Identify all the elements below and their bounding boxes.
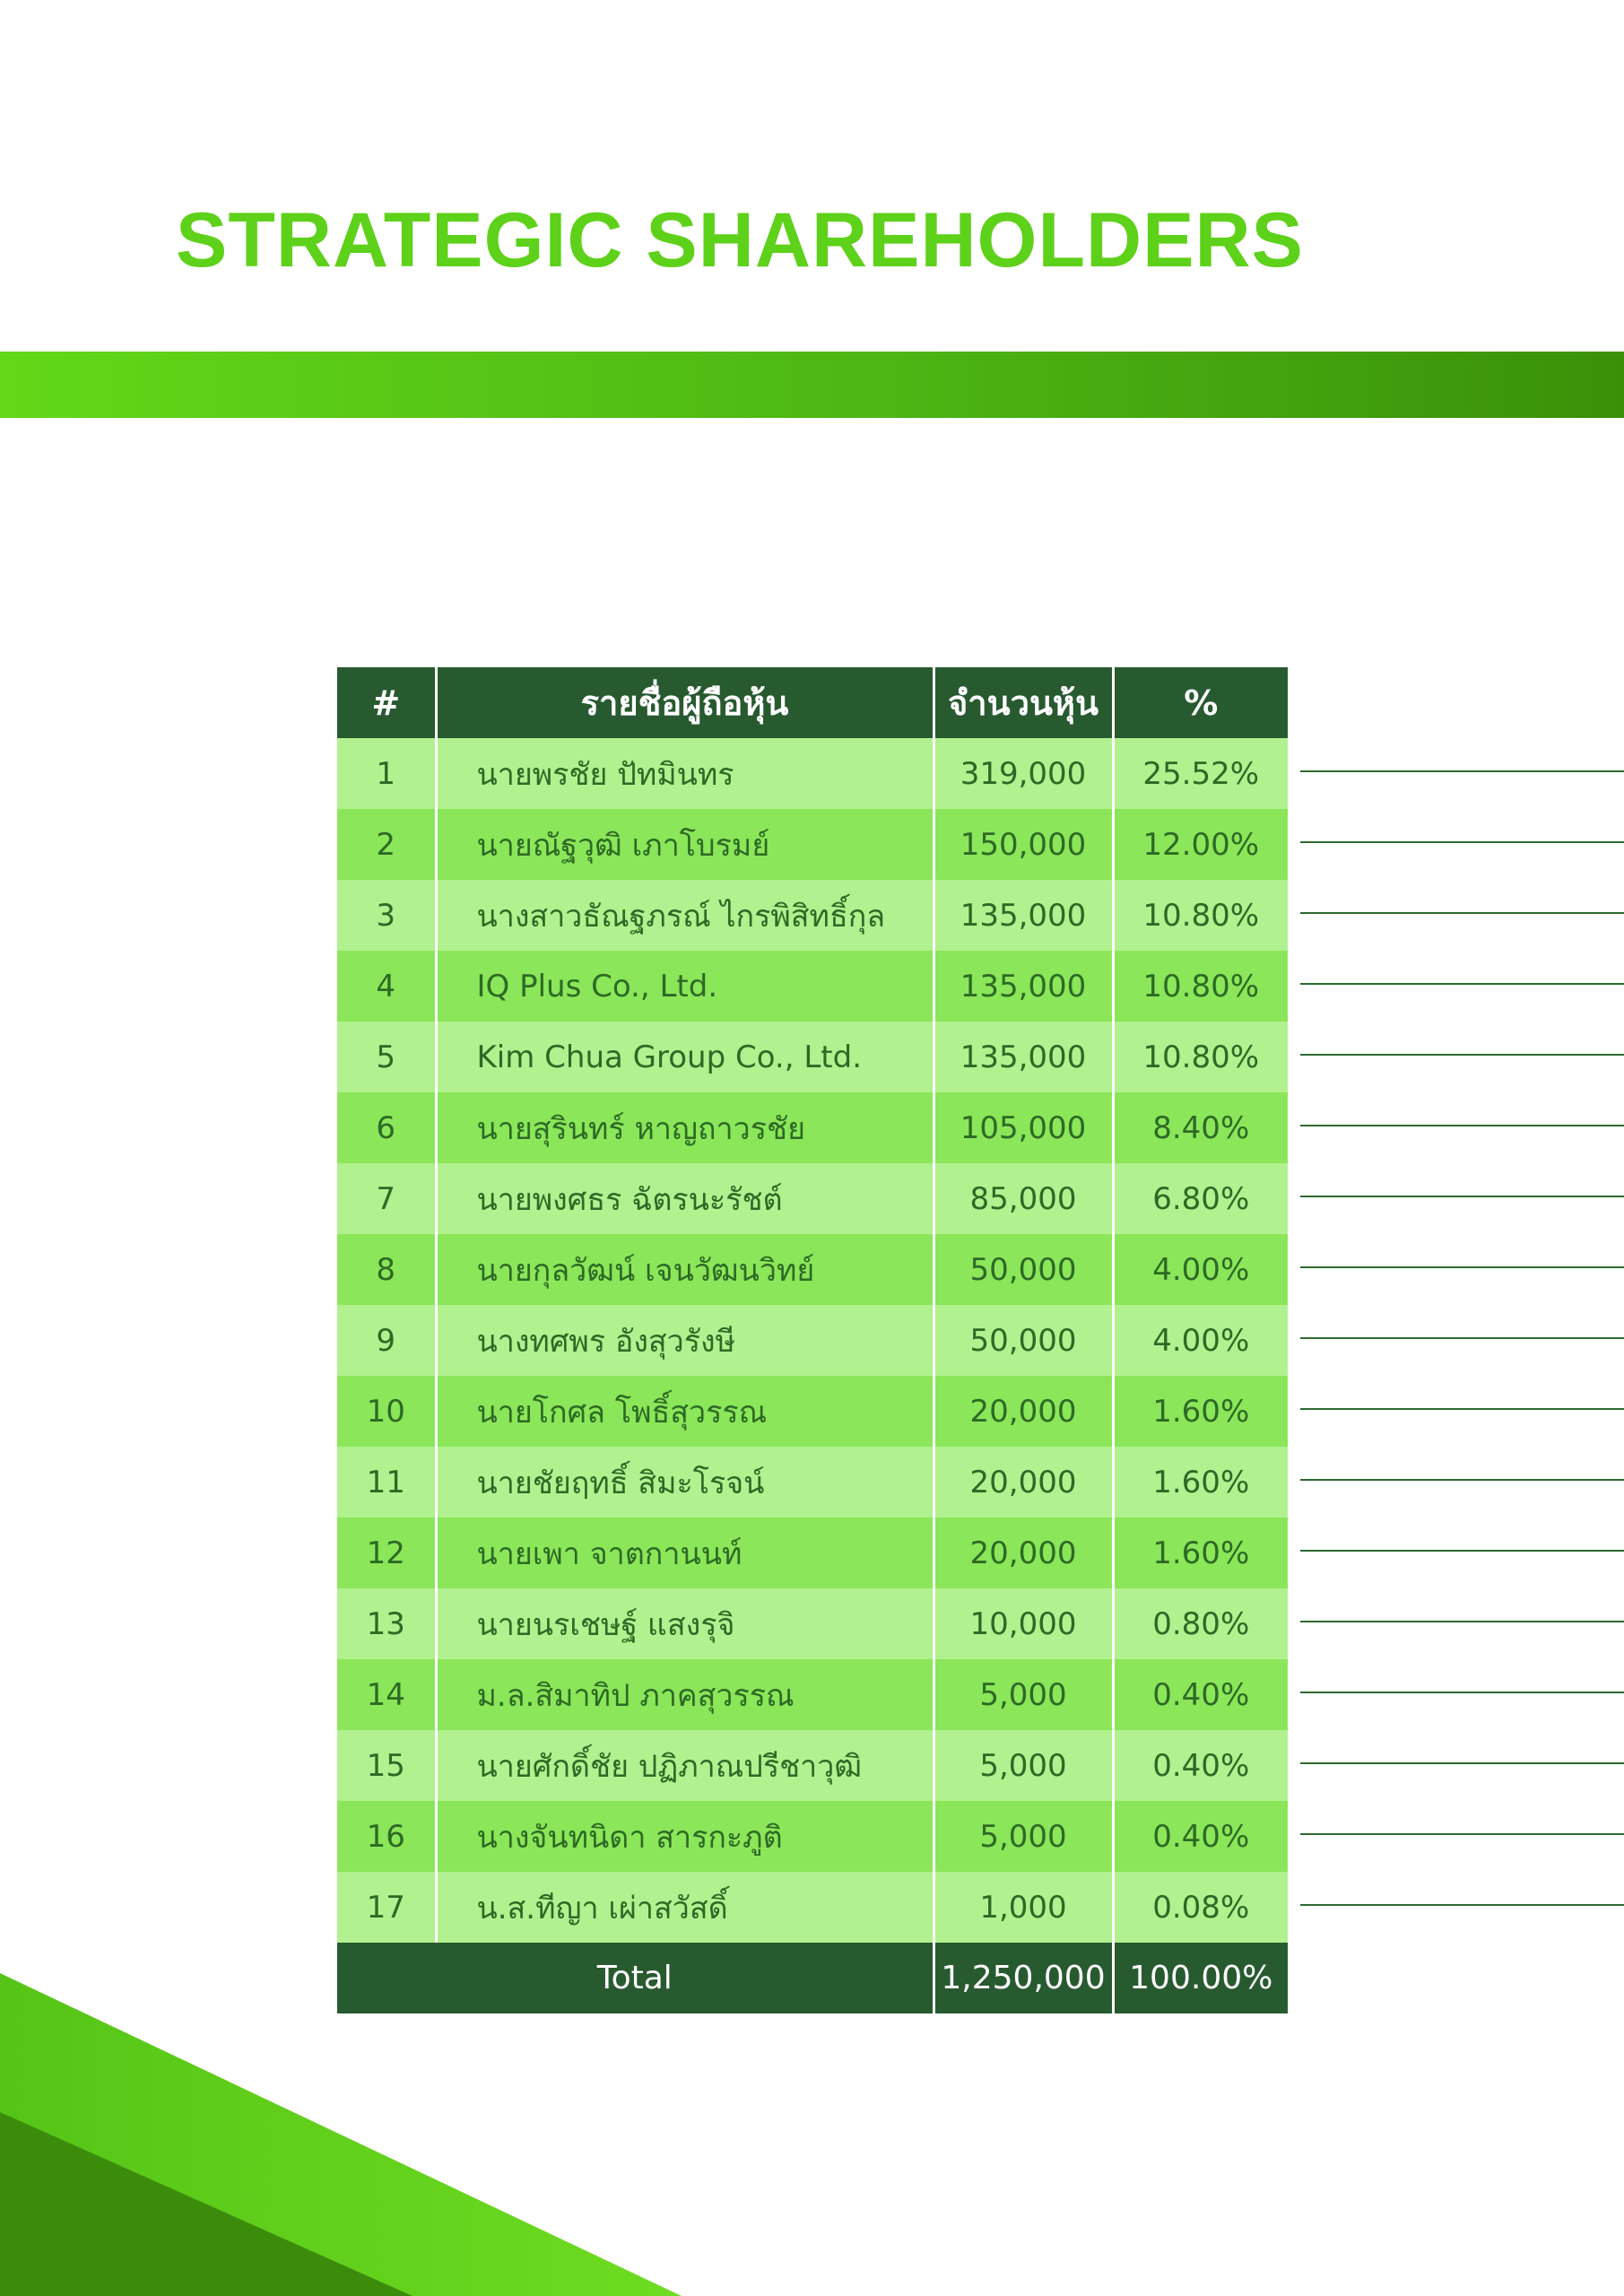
total-percent: 100.00% <box>1113 1943 1288 2013</box>
header-name: รายชื่อผู้ถือหุ้น <box>436 667 934 738</box>
row-number: 16 <box>337 1801 436 1872</box>
table-row <box>337 1659 1288 1730</box>
share-count: 50,000 <box>934 1305 1113 1376</box>
side-line <box>1300 1054 1624 1056</box>
side-line <box>1300 1408 1624 1410</box>
share-percent: 0.08% <box>1113 1872 1288 1943</box>
side-line <box>1300 1337 1624 1339</box>
shareholder-name: นายนรเชษฐ์ แสงรุจิ <box>436 1588 934 1659</box>
side-line <box>1300 1196 1624 1197</box>
shareholder-table <box>337 667 1288 2013</box>
shareholder-name: นายณัฐวุฒิ เภาโบรมย์ <box>436 809 934 880</box>
share-count: 5,000 <box>934 1730 1113 1801</box>
shareholder-name: นางจันทนิดา สารกะภูติ <box>436 1801 934 1872</box>
share-percent: 8.40% <box>1113 1092 1288 1163</box>
side-line <box>1300 1904 1624 1906</box>
table-row <box>337 1872 1288 1943</box>
share-count: 135,000 <box>934 880 1113 951</box>
share-percent: 10.80% <box>1113 1022 1288 1092</box>
shareholder-name: นายชัยฤทธิ์ สิมะโรจน์ <box>436 1447 934 1518</box>
side-line <box>1300 912 1624 914</box>
row-number: 4 <box>337 951 436 1022</box>
share-count: 20,000 <box>934 1518 1113 1588</box>
shareholder-name: นายเพา จาตกานนท์ <box>436 1518 934 1588</box>
table-row <box>337 1305 1288 1376</box>
side-line <box>1300 1833 1624 1835</box>
share-percent: 1.60% <box>1113 1376 1288 1447</box>
share-percent: 25.52% <box>1113 738 1288 809</box>
share-percent: 4.00% <box>1113 1234 1288 1305</box>
table-row <box>337 951 1288 1022</box>
share-percent: 1.60% <box>1113 1447 1288 1518</box>
row-number: 13 <box>337 1588 436 1659</box>
shareholder-name: IQ Plus Co., Ltd. <box>436 951 934 1022</box>
share-count: 150,000 <box>934 809 1113 880</box>
total-shares: 1,250,000 <box>934 1943 1113 2013</box>
table-row <box>337 809 1288 880</box>
table-row <box>337 1022 1288 1092</box>
table-row <box>337 1447 1288 1518</box>
side-line <box>1300 770 1624 772</box>
shareholder-name: ม.ล.สิมาทิป ภาคสุวรรณ <box>436 1659 934 1730</box>
side-line <box>1300 1692 1624 1693</box>
side-line <box>1300 1621 1624 1622</box>
row-number: 3 <box>337 880 436 951</box>
share-count: 20,000 <box>934 1376 1113 1447</box>
row-number: 9 <box>337 1305 436 1376</box>
table-header-row <box>337 667 1288 738</box>
table-row <box>337 1163 1288 1234</box>
share-count: 85,000 <box>934 1163 1113 1234</box>
share-percent: 0.40% <box>1113 1730 1288 1801</box>
share-count: 105,000 <box>934 1092 1113 1163</box>
page-title: STRATEGIC SHAREHOLDERS <box>176 197 1304 283</box>
shareholder-name: นายพงศธร ฉัตรนะรัชต์ <box>436 1163 934 1234</box>
shareholder-name: นายพรชัย ปัทมินทร <box>436 738 934 809</box>
shareholder-name: นายศักดิ์ชัย ปฏิภาณปรีชาวุฒิ <box>436 1730 934 1801</box>
side-line <box>1300 1479 1624 1481</box>
header-shares: จำนวนหุ้น <box>934 667 1113 738</box>
row-number: 6 <box>337 1092 436 1163</box>
shareholder-name: นางทศพร อังสุวรังษี <box>436 1305 934 1376</box>
share-count: 5,000 <box>934 1659 1113 1730</box>
side-line <box>1300 1266 1624 1268</box>
share-percent: 10.80% <box>1113 880 1288 951</box>
share-count: 135,000 <box>934 1022 1113 1092</box>
share-count: 319,000 <box>934 738 1113 809</box>
share-count: 5,000 <box>934 1801 1113 1872</box>
row-number: 15 <box>337 1730 436 1801</box>
share-count: 10,000 <box>934 1588 1113 1659</box>
row-number: 10 <box>337 1376 436 1447</box>
side-line <box>1300 841 1624 843</box>
table-row <box>337 1376 1288 1447</box>
table-row <box>337 1234 1288 1305</box>
row-number: 5 <box>337 1022 436 1092</box>
corner-graphic <box>0 1973 682 2296</box>
side-line <box>1300 1550 1624 1552</box>
table-row <box>337 1518 1288 1588</box>
share-percent: 0.80% <box>1113 1588 1288 1659</box>
share-count: 50,000 <box>934 1234 1113 1305</box>
shareholder-name: นายโกศล โพธิ์สุวรรณ <box>436 1376 934 1447</box>
row-number: 11 <box>337 1447 436 1518</box>
shareholder-name: นายกุลวัฒน์ เจนวัฒนวิทย์ <box>436 1234 934 1305</box>
share-count: 20,000 <box>934 1447 1113 1518</box>
shareholder-name: นางสาวธัณฐภรณ์ ไกรพิสิทธิ์กุล <box>436 880 934 951</box>
shareholder-name: นายสุรินทร์ หาญถาวรชัย <box>436 1092 934 1163</box>
share-percent: 4.00% <box>1113 1305 1288 1376</box>
table-row <box>337 1588 1288 1659</box>
side-line <box>1300 1125 1624 1126</box>
shareholder-name: น.ส.ทีญา เผ่าสวัสดิ์ <box>436 1872 934 1943</box>
table-row <box>337 738 1288 809</box>
row-number: 17 <box>337 1872 436 1943</box>
share-percent: 10.80% <box>1113 951 1288 1022</box>
share-percent: 0.40% <box>1113 1659 1288 1730</box>
table-row <box>337 1730 1288 1801</box>
table-row <box>337 1092 1288 1163</box>
side-line <box>1300 1762 1624 1764</box>
row-number: 2 <box>337 809 436 880</box>
row-number: 12 <box>337 1518 436 1588</box>
share-count: 135,000 <box>934 951 1113 1022</box>
side-lines <box>1300 0 1624 2296</box>
share-percent: 1.60% <box>1113 1518 1288 1588</box>
header-number: # <box>337 667 436 738</box>
table-row <box>337 880 1288 951</box>
share-percent: 6.80% <box>1113 1163 1288 1234</box>
row-number: 14 <box>337 1659 436 1730</box>
row-number: 8 <box>337 1234 436 1305</box>
row-number: 1 <box>337 738 436 809</box>
total-label: Total <box>337 1943 934 2013</box>
share-percent: 0.40% <box>1113 1801 1288 1872</box>
side-line <box>1300 983 1624 985</box>
row-number: 7 <box>337 1163 436 1234</box>
table-row <box>337 1801 1288 1872</box>
share-percent: 12.00% <box>1113 809 1288 880</box>
header-percent: % <box>1113 667 1288 738</box>
shareholder-name: Kim Chua Group Co., Ltd. <box>436 1022 934 1092</box>
share-count: 1,000 <box>934 1872 1113 1943</box>
